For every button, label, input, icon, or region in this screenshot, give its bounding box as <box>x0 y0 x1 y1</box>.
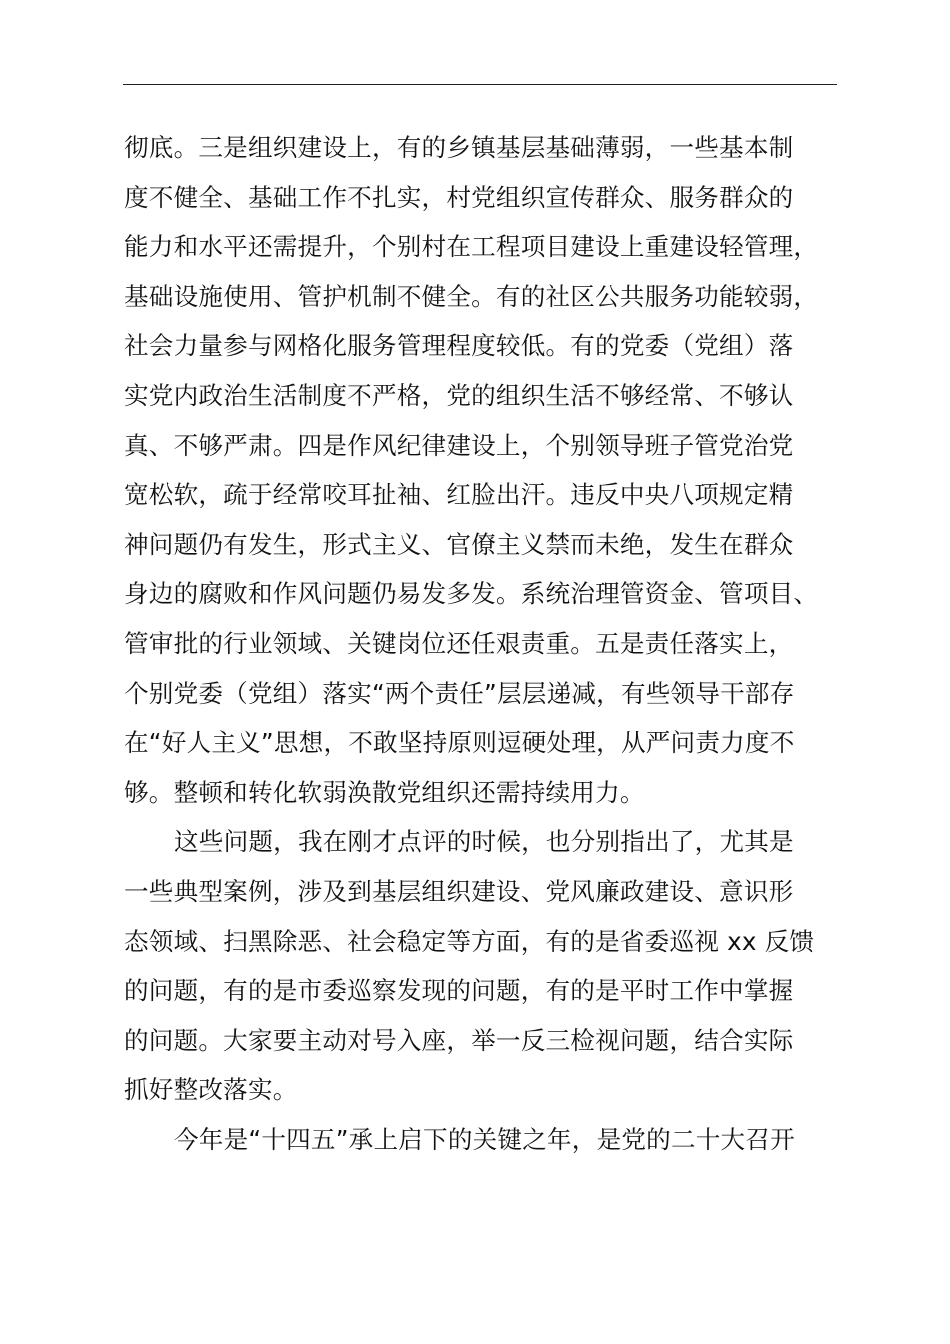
text-line: 宽松软，疏于经常咬耳扯袖、红脸出汗。违反中央八项规定精 <box>124 480 794 510</box>
text-line: 基础设施使用、管护机制不健全。有的社区公共服务功能较弱， <box>124 281 819 311</box>
text-line: 态领域、扫黑除恶、社会稳定等方面，有的是省委巡视 xx 反馈 <box>124 926 815 956</box>
text-line: 个别党委（党组）落实“两个责任”层层递减，有些领导干部存 <box>124 678 795 708</box>
text-line: 够。整顿和转化软弱涣散党组织还需持续用力。 <box>124 777 645 807</box>
text-line: 抓好整改落实。 <box>124 1075 298 1105</box>
text-line: 实党内政治生活制度不严格，党的组织生活不够经常、不够认 <box>124 380 794 410</box>
body-text <box>124 123 864 1164</box>
text-line: 彻底。三是组织建设上，有的乡镇基层基础薄弱，一些基本制 <box>124 133 794 162</box>
text-line: 真、不够严肃。四是作风纪律建设上，个别领导班子管党治党 <box>124 430 794 460</box>
text-line: 度不健全、基础工作不扎实，村党组织宣传群众、服务群众的 <box>124 182 794 212</box>
paragraph-start-line: 这些问题，我在刚才点评的时候，也分别指出了，尤其是 <box>174 827 794 857</box>
text-line: 管审批的行业领域、关键岗位还任艰责重。五是责任落实上， <box>124 628 794 658</box>
text-line: 社会力量参与网格化服务管理程度较低。有的党委（党组）落 <box>124 331 794 361</box>
text-line: 身边的腐败和作风问题仍易发多发。系统治理管资金、管项目、 <box>124 579 819 609</box>
text-line: 一些典型案例，涉及到基层组织建设、党风廉政建设、意识形 <box>124 876 794 906</box>
header-rule <box>123 84 837 85</box>
text-line: 的问题。大家要主动对号入座，举一反三检视问题，结合实际 <box>124 1025 794 1055</box>
paragraph-start-line: 今年是“十四五”承上启下的关键之年，是党的二十大召开 <box>174 1124 795 1154</box>
text-line: 神问题仍有发生，形式主义、官僚主义禁而未绝，发生在群众 <box>124 529 794 559</box>
text-line: 的问题，有的是市委巡察发现的问题，有的是平时工作中掌握 <box>124 976 794 1006</box>
text-line: 在“好人主义”思想，不敢坚持原则逗硬处理，从严问责力度不 <box>124 728 795 758</box>
text-line: 能力和水平还需提升，个别村在工程项目建设上重建设轻管理， <box>124 232 819 262</box>
